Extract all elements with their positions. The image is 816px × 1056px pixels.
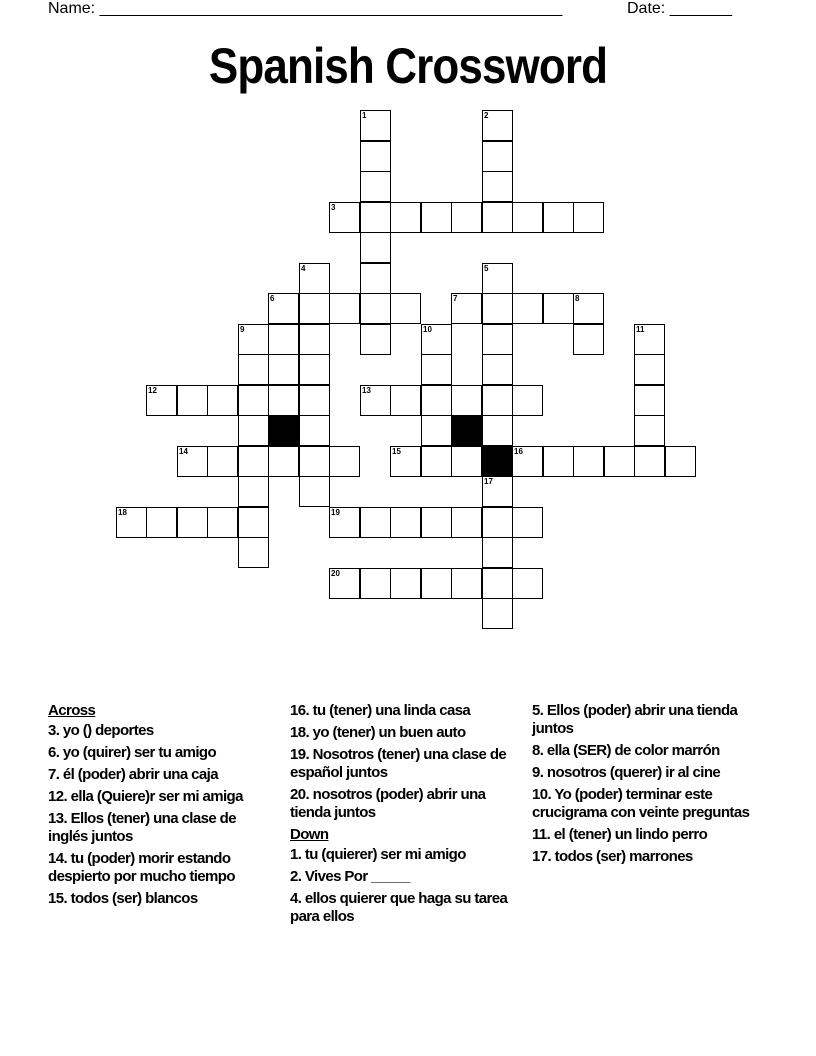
clue-number: 3 <box>331 203 336 212</box>
crossword-cell[interactable] <box>360 324 391 355</box>
clue-item <box>48 766 276 784</box>
crossword-cell[interactable] <box>238 385 269 416</box>
crossword-cell[interactable] <box>329 446 360 477</box>
clue-item <box>532 702 762 738</box>
crossword-cell[interactable] <box>451 568 482 599</box>
crossword-cell[interactable] <box>146 507 177 538</box>
clue-item-number: 11. <box>532 826 551 843</box>
crossword-cell[interactable] <box>360 202 391 233</box>
clue-item-text: todos (ser) marrones <box>554 848 693 865</box>
crossword-cell[interactable] <box>390 568 421 599</box>
clue-item-number: 1. <box>290 846 302 863</box>
clues-column-3 <box>532 702 762 870</box>
clues-column-1 <box>48 702 276 912</box>
clue-item-text: ella (SER) de color marrón <box>546 742 720 759</box>
crossword-cell[interactable] <box>421 507 452 538</box>
crossword-cell[interactable] <box>604 446 635 477</box>
crossword-cell[interactable] <box>360 507 391 538</box>
clue-number: 4 <box>301 264 306 273</box>
clue-item-number: 14. <box>48 850 68 867</box>
clue-item-number: 12. <box>48 788 68 805</box>
clue-number: 7 <box>453 294 458 303</box>
crossword-cell[interactable] <box>238 415 269 446</box>
crossword-cell[interactable] <box>573 446 604 477</box>
crossword-cell[interactable] <box>451 385 482 416</box>
crossword-cell[interactable] <box>543 446 574 477</box>
clue-item <box>290 702 518 720</box>
crossword-cell[interactable] <box>451 202 482 233</box>
crossword-cell[interactable] <box>512 293 543 324</box>
clue-item-text: yo () deportes <box>62 722 154 739</box>
clue-item-text: Nosotros (tener) una clase de español juntos <box>290 746 507 781</box>
crossword-cell[interactable] <box>512 568 543 599</box>
black-cell <box>482 446 513 477</box>
black-cell <box>268 415 299 446</box>
clue-number: 20 <box>331 569 340 578</box>
clue-item <box>532 786 762 822</box>
crossword-cell[interactable] <box>482 507 513 538</box>
clue-item <box>290 890 518 926</box>
clue-item-number: 5. <box>532 702 544 719</box>
crossword-cell[interactable] <box>238 446 269 477</box>
crossword-cell[interactable] <box>238 476 269 507</box>
clue-item <box>290 868 518 886</box>
clue-number: 6 <box>270 294 275 303</box>
clue-item-text: él (poder) abrir una caja <box>62 766 218 783</box>
clue-item <box>532 848 762 866</box>
clue-item-text: Ellos (poder) abrir una tienda juntos <box>532 702 738 737</box>
crossword-cell[interactable] <box>634 385 665 416</box>
crossword-cell[interactable] <box>634 354 665 385</box>
clue-number: 17 <box>484 477 493 486</box>
crossword-cell[interactable] <box>390 507 421 538</box>
clue-item-text: nosotros (poder) abrir una tienda juntos <box>290 786 486 821</box>
crossword-cell[interactable] <box>482 141 513 172</box>
crossword-cell[interactable] <box>421 385 452 416</box>
crossword-cell[interactable] <box>482 324 513 355</box>
clue-item <box>290 724 518 742</box>
clue-number: 19 <box>331 508 340 517</box>
crossword-cell[interactable] <box>421 354 452 385</box>
clue-number: 15 <box>392 447 401 456</box>
crossword-cell[interactable] <box>482 385 513 416</box>
clue-item <box>290 746 518 782</box>
clue-number: 1 <box>362 111 367 120</box>
clue-item-number: 19. <box>290 746 310 763</box>
clue-item-number: 15. <box>48 890 68 907</box>
crossword-cell[interactable] <box>299 293 330 324</box>
clue-item-number: 20. <box>290 786 310 803</box>
page-title: Spanish Crossword <box>208 38 608 94</box>
clue-item-text: ellos quierer que haga su tarea para ellos <box>290 890 508 925</box>
clue-item-text: ella (Quiere)r ser mi amiga <box>70 788 243 805</box>
crossword-cell[interactable] <box>482 568 513 599</box>
crossword-cell[interactable] <box>299 415 330 446</box>
clue-item-number: 2. <box>290 868 302 885</box>
crossword-cell[interactable] <box>482 537 513 568</box>
crossword-cell[interactable] <box>360 141 391 172</box>
clue-item <box>48 890 276 908</box>
clue-item-number: 18. <box>290 724 310 741</box>
clue-item-number: 9. <box>532 764 544 781</box>
clue-number: 13 <box>362 386 371 395</box>
crossword-cell[interactable] <box>421 446 452 477</box>
crossword-cell[interactable] <box>390 293 421 324</box>
crossword-cell[interactable] <box>268 354 299 385</box>
crossword-cell[interactable] <box>299 385 330 416</box>
section-heading: Across <box>48 702 96 719</box>
crossword-cell[interactable] <box>268 385 299 416</box>
crossword-cell[interactable] <box>329 293 360 324</box>
clue-number: 5 <box>484 264 489 273</box>
clue-item-number: 4. <box>290 890 302 907</box>
clue-item <box>48 722 276 740</box>
crossword-cell[interactable] <box>299 354 330 385</box>
clue-item-number: 16. <box>290 702 310 719</box>
clue-item-text: todos (ser) blancos <box>70 890 198 907</box>
clue-item-number: 17. <box>532 848 552 865</box>
crossword-cell[interactable] <box>360 293 391 324</box>
crossword-cell[interactable] <box>177 385 208 416</box>
clue-item-text: tu (poder) morir estando despierto por mucho tiempo <box>48 850 235 885</box>
crossword-cell[interactable] <box>482 171 513 202</box>
crossword-cell[interactable] <box>238 537 269 568</box>
crossword-cell[interactable] <box>207 507 238 538</box>
clue-item <box>532 742 762 760</box>
clue-item <box>48 744 276 762</box>
crossword-cell[interactable] <box>207 385 238 416</box>
crossword-cell[interactable] <box>299 446 330 477</box>
clue-item <box>290 846 518 864</box>
clue-number: 14 <box>179 447 188 456</box>
clue-item-text: tu (quierer) ser mi amigo <box>304 846 466 863</box>
crossword-cell[interactable] <box>512 385 543 416</box>
crossword-cell[interactable] <box>238 507 269 538</box>
crossword-cell[interactable] <box>238 354 269 385</box>
crossword-cell[interactable] <box>268 324 299 355</box>
clue-number: 8 <box>575 294 580 303</box>
crossword-cell[interactable] <box>543 293 574 324</box>
name-field-label: Name: ____________________________________________________ <box>48 0 563 17</box>
crossword-cell[interactable] <box>421 415 452 446</box>
clue-item <box>532 826 762 844</box>
crossword-cell[interactable] <box>634 415 665 446</box>
crossword-cell[interactable] <box>543 202 574 233</box>
clue-item <box>48 788 276 806</box>
crossword-cell[interactable] <box>360 568 391 599</box>
crossword-cell[interactable] <box>451 446 482 477</box>
crossword-cell[interactable] <box>573 324 604 355</box>
crossword-cell[interactable] <box>573 202 604 233</box>
crossword-cell[interactable] <box>512 507 543 538</box>
clue-item-text: el (tener) un lindo perro <box>553 826 708 843</box>
crossword-cell[interactable] <box>390 202 421 233</box>
clue-item <box>48 850 276 886</box>
clue-item-text: nosotros (querer) ir al cine <box>546 764 721 781</box>
clue-item <box>290 786 518 822</box>
crossword-cell[interactable] <box>299 324 330 355</box>
crossword-cell[interactable] <box>177 507 208 538</box>
crossword-cell[interactable] <box>421 568 452 599</box>
clue-item <box>532 764 762 782</box>
clue-item-number: 7. <box>48 766 60 783</box>
clue-item-text: yo (tener) un buen auto <box>312 724 466 741</box>
crossword-cell[interactable] <box>360 232 391 263</box>
crossword-cell[interactable] <box>482 202 513 233</box>
clue-item-number: 6. <box>48 744 60 761</box>
clue-item-text: yo (quirer) ser tu amigo <box>62 744 217 761</box>
crossword-cell[interactable] <box>634 446 665 477</box>
clue-item-text: Vives Por _____ <box>304 868 410 885</box>
clue-number: 10 <box>423 325 432 334</box>
crossword-cell[interactable] <box>268 446 299 477</box>
black-cell <box>451 415 482 446</box>
crossword-cell[interactable] <box>482 293 513 324</box>
clue-item-number: 13. <box>48 810 68 827</box>
clues-column-2 <box>290 702 518 930</box>
clue-item-text: Ellos (tener) una clase de inglés juntos <box>48 810 236 845</box>
crossword-cell[interactable] <box>360 263 391 294</box>
clue-item-text: Yo (poder) terminar este crucigrama con veinte preguntas <box>532 786 750 821</box>
clue-number: 11 <box>636 325 645 334</box>
clue-item-number: 10. <box>532 786 552 803</box>
section-heading: Down <box>290 826 329 843</box>
clue-item <box>48 810 276 846</box>
date-field-label: Date: _______ <box>627 0 732 17</box>
crossword-cell[interactable] <box>482 415 513 446</box>
crossword-cell[interactable] <box>482 598 513 629</box>
clue-number: 2 <box>484 111 489 120</box>
clue-number: 9 <box>240 325 245 334</box>
crossword-cell[interactable] <box>390 385 421 416</box>
crossword-cell[interactable] <box>482 354 513 385</box>
crossword-cell[interactable] <box>299 476 330 507</box>
crossword-cell[interactable] <box>451 507 482 538</box>
clue-number: 12 <box>148 386 157 395</box>
clue-item-number: 8. <box>532 742 544 759</box>
crossword-cell[interactable] <box>360 171 391 202</box>
clue-number: 18 <box>118 508 127 517</box>
clue-item-text: tu (tener) una linda casa <box>312 702 471 719</box>
crossword-cell[interactable] <box>207 446 238 477</box>
clue-number: 16 <box>514 447 523 456</box>
crossword-cell[interactable] <box>512 202 543 233</box>
crossword-cell[interactable] <box>665 446 696 477</box>
clue-item-number: 3. <box>48 722 60 739</box>
crossword-cell[interactable] <box>421 202 452 233</box>
